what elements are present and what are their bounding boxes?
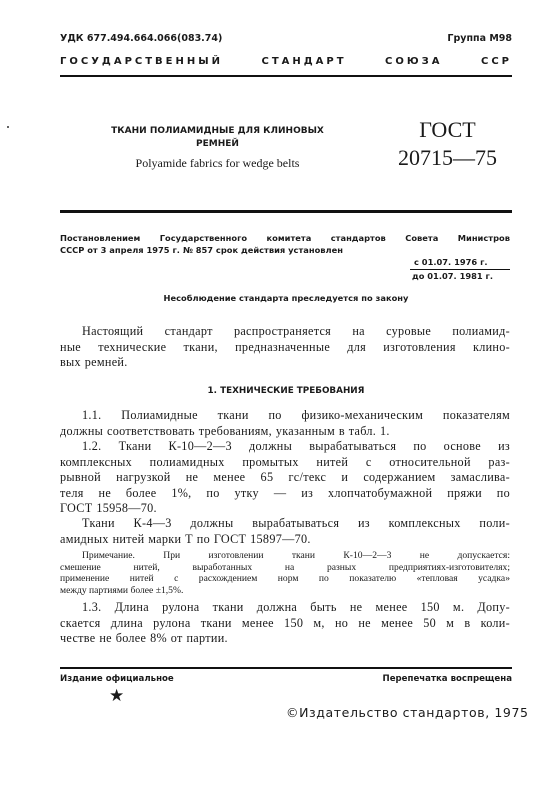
intro-line: Настоящий стандарт распространяется на суровые полиамид- bbox=[82, 324, 510, 338]
title-rule bbox=[60, 210, 512, 213]
intro-line: вых ремней. bbox=[60, 355, 128, 369]
intro-paragraph bbox=[60, 324, 510, 371]
text-line: амидных нитей марки Т по ГОСТ 15897—70. bbox=[60, 531, 311, 546]
note-line: Примечание. При изготовлении ткани К-10—2—3 не допускается: bbox=[82, 550, 510, 561]
note-line: между партиями более ±1,5%. bbox=[60, 584, 184, 596]
text-line: должны соответствовать требованиям, указанным в табл. 1. bbox=[60, 423, 390, 438]
text-line: комплексных полиамидных промытых нитей с относительной раз- bbox=[60, 454, 510, 469]
text-line: Ткани К-4—3 должны вырабатываться из комплексных поли- bbox=[82, 516, 510, 530]
title-ru bbox=[70, 125, 365, 151]
publisher-copyright: ©Издательство стандартов, 1975 bbox=[286, 705, 529, 720]
title-ru-line1: ТКАНИ ПОЛИАМИДНЫЕ ДЛЯ КЛИНОВЫХ bbox=[111, 126, 324, 136]
text-line: теля не более 1%, по утку — из хлопчатобумажной пряжи по bbox=[60, 485, 510, 500]
state-standard-line: ГОСУДАРСТВЕННЫЙ СТАНДАРТ СОЮЗА ССР bbox=[60, 56, 512, 67]
text-line: ГОСТ 15958—70. bbox=[60, 501, 157, 515]
note-block bbox=[60, 550, 510, 596]
paragraph-1-2-cont bbox=[60, 516, 510, 547]
text-line: скается длина рулона ткани менее 150 м, но не менее 50 м в коли- bbox=[60, 615, 510, 630]
header-rule bbox=[60, 75, 512, 77]
title-ru-line2: РЕМНЕЙ bbox=[196, 139, 239, 149]
note-line: применение нитей с расхождением норм по показателю «тепловая усадка» bbox=[60, 573, 510, 584]
text-line: честве не более 8% от партии. bbox=[60, 631, 228, 645]
text-line: 1.3. Длина рулона ткани должна быть не менее 150 м. Допу- bbox=[82, 600, 510, 614]
star-icon: ★ bbox=[109, 686, 125, 706]
text-line: рывной нагрузкой не менее 65 гс/текс и содержанием замаслива- bbox=[60, 470, 510, 484]
valid-to: до 01.07. 1981 г. bbox=[412, 271, 494, 281]
paragraph-1-2 bbox=[60, 439, 510, 517]
intro-line: ные технические ткани, предназначенные для изготовления клино- bbox=[60, 339, 510, 354]
text-line: 1.2. Ткани К-10—2—3 должны вырабатываться по основе из bbox=[82, 439, 510, 453]
section-heading: 1. ТЕХНИЧЕСКИЕ ТРЕБОВАНИЯ bbox=[207, 386, 365, 396]
footer-rule bbox=[60, 667, 512, 669]
valid-from: с 01.07. 1976 г. bbox=[414, 257, 488, 267]
title-en: Polyamide fabrics for wedge belts bbox=[135, 156, 300, 170]
decree-line1: Постановлением Государственного комитета стандартов Совета Министров bbox=[60, 233, 510, 243]
paragraph-1-1 bbox=[60, 408, 510, 439]
gost-label: ГОСТ bbox=[419, 117, 476, 142]
scan-speck bbox=[7, 126, 9, 128]
note-line: смешение нитей, выработанных на разных предприятиях-изготовителях; bbox=[60, 561, 510, 573]
official-edition: Издание официальное bbox=[60, 674, 174, 684]
law-notice: Несоблюдение стандарта преследуется по закону bbox=[163, 293, 409, 303]
group-code: Группа М98 bbox=[447, 33, 512, 44]
decree-line2: СССР от 3 апреля 1975 г. № 857 срок действия установлен bbox=[60, 245, 343, 255]
paragraph-1-3 bbox=[60, 600, 510, 647]
text-line: 1.1. Полиамидные ткани по физико-механическим показателям bbox=[82, 408, 510, 422]
udk-code: УДК 677.494.664.066(083.74) bbox=[60, 33, 223, 44]
gost-number: 20715—75 bbox=[398, 145, 497, 170]
reprint-prohibited: Перепечатка воспрещена bbox=[382, 674, 512, 684]
validity-divider bbox=[410, 269, 510, 270]
